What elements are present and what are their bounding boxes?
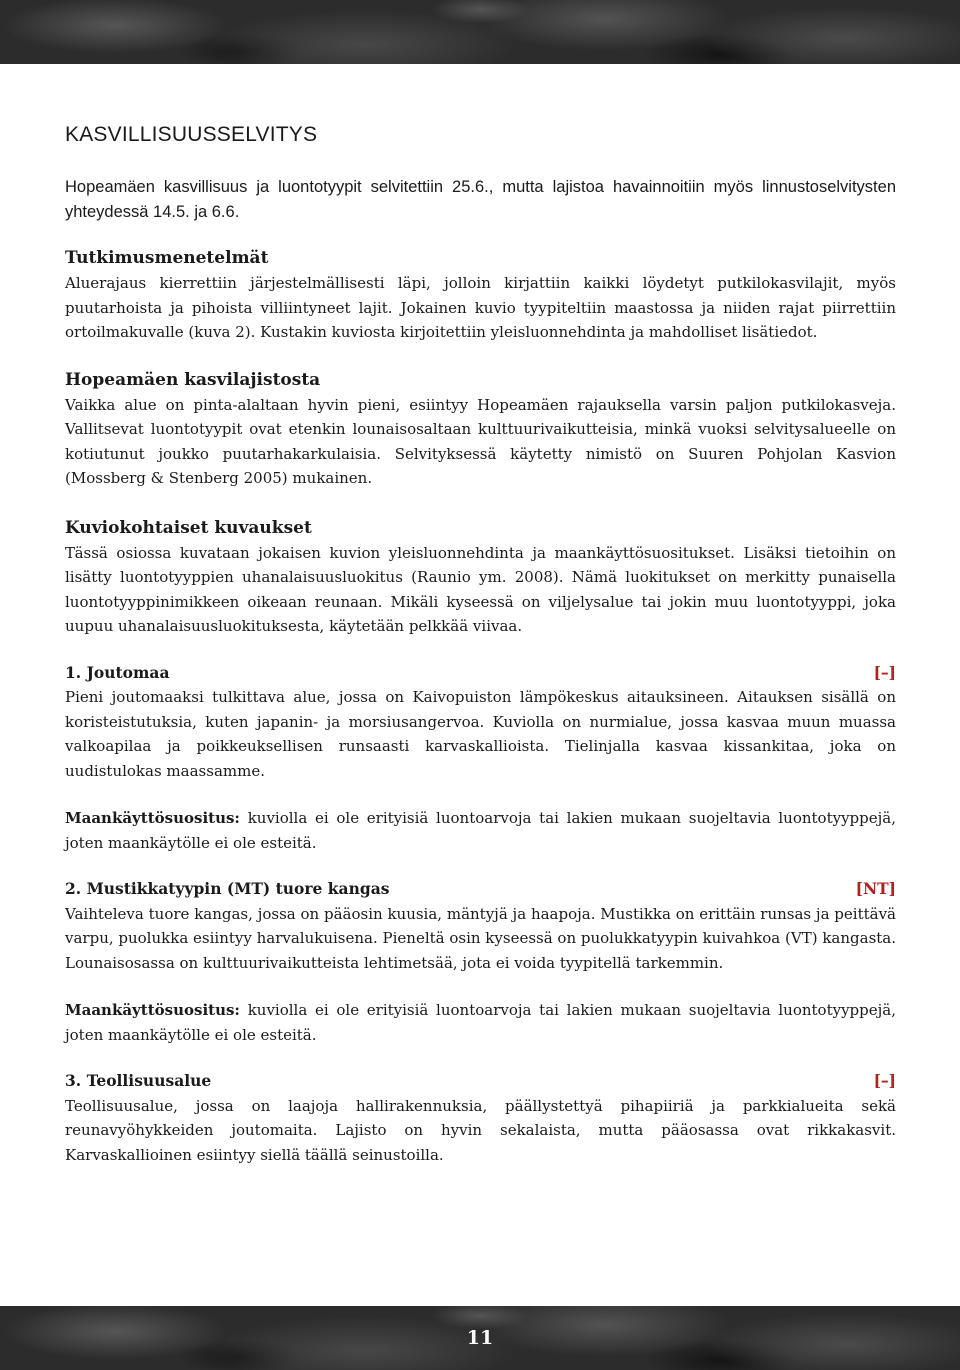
category-3-status: [–] bbox=[873, 1071, 896, 1090]
category-2-rec-text: kuviolla ei ole erityisiä luontoarvoja tai lakien mukaan suojeltavia luontotyyppejä, joten maankäytölle ei ole esteitä. bbox=[65, 1001, 896, 1044]
patches-paragraph: Tässä osiossa kuvataan jokaisen kuvion yleisluonnehdinta ja maankäyttösuositukset. Lisäksi tietoihin on lisätty luontotyyppien uhanalaisuusluokitus (Raunio ym. 2008). Nämä luokitukset on merkitty punaisella luontotyyppinimikkeen oikeaan reunaan. Mikäli kyseessä on viljelysalue tai jokin muu luontotyyppi, joka uupuu uhanalaisuusluokituksesta, käytetään pelkkää viivaa. bbox=[65, 543, 896, 635]
category-3-description: Teollisuusalue, jossa on laajoja hallirakennuksia, päällystettyä pihapiiriä ja parkkialueita sekä reunavyöhykkeiden joutomaita. Lajisto on hyvin sekalaista, mutta pääosassa ovat rikkakasvit. Karvaskallioinen esiintyy siellä täällä seinustoilla. bbox=[65, 1096, 896, 1164]
category-1-description: Pieni joutomaaksi tulkittava alue, jossa on Kaivopuiston lämpökeskus aitauksineen. Aitauksen sisällä on koristeistutuksia, kuten japanin- ja morsiusangervoa. Kuviolla on nurmialue, jossa kasvaa muun muassa valkoapilaa ja poikkeuksellisen runsaasti karvaskallioista. Tielinjalla kasvaa kissankitaa, joka on uudistulokas maassamme. bbox=[65, 688, 896, 780]
flora-heading: Hopeamäen kasvilajistosta bbox=[65, 369, 321, 390]
page-content bbox=[65, 120, 896, 1167]
category-1-status: [–] bbox=[873, 662, 896, 682]
category-3-header bbox=[65, 1069, 896, 1094]
flora-paragraph: Vaikka alue on pinta-alaltaan hyvin pieni, esiintyy Hopeamäen rajauksella varsin paljon putkilokasveja. Vallitsevat luontotyypit ovat etenkin lounaisosaltaan kulttuurivaikutteisia, minkä vuoksi selvitysalueelle on kotiutunut joukko puutarhakarkulaisia. Selvityksessä käytetty nimistö on Suuren Pohjolan Kasvion (Mossberg & Stenberg 2005) mukainen. bbox=[65, 395, 896, 487]
category-2-recommendation bbox=[65, 998, 896, 1047]
category-2-description: Vaihteleva tuore kangas, jossa on pääosin kuusia, mäntyjä ja haapoja. Mustikka on erittäin runsas ja peittävä varpu, puolukka esiintyy harvalukuisena. Pieneltä osin kyseessä on puolukkatyypin kuivahkoa (VT) kangasta. Lounaisosassa on kulttuurivaikutteista lehtimetsää, jota ei voida tyypitellä tarkemmin. bbox=[65, 904, 897, 972]
category-1-rec-text: kuviolla ei ole erityisiä luontoarvoja tai lakien mukaan suojeltavia luontotyyppejä, joten maankäytölle ei ole esteitä. bbox=[65, 809, 896, 852]
category-2 bbox=[65, 877, 896, 1047]
category-1 bbox=[65, 661, 896, 856]
intro-paragraph: Hopeamäen kasvillisuus ja luontotyypit selvitettiin 25.6., mutta lajistoa havainnoitiin myös linnustoselvitysten yhteydessä 14.5. ja 6.6. bbox=[65, 178, 896, 221]
category-3-title: 3. Teollisuusalue bbox=[65, 1071, 212, 1090]
page-title: KASVILLISUUSSELVITYS bbox=[65, 123, 318, 146]
methods-heading: Tutkimusmenetelmät bbox=[65, 248, 269, 268]
category-2-status: [NT] bbox=[855, 879, 896, 898]
category-2-header bbox=[65, 877, 896, 902]
category-2-title: 2. Mustikkatyypin (MT) tuore kangas bbox=[65, 879, 390, 898]
top-stone-band bbox=[0, 0, 960, 64]
category-1-rec-label: Maankäyttösuositus: bbox=[65, 809, 240, 827]
methods-paragraph: Aluerajaus kierrettiin järjestelmällisesti läpi, jolloin kirjattiin kaikki löydetyt putkilokasvilajit, myös puutarhoista ja pihoista villiintyneet lajit. Jokainen kuvio tyypiteltiin maastossa ja niiden rajat piirrettiin ortoilmakuvalle (kuva 2). Kustakin kuviosta kirjoitettiin yleisluonnehdinta ja mahdolliset lisätiedot. bbox=[65, 274, 896, 341]
category-1-recommendation bbox=[65, 806, 896, 855]
category-2-rec-label: Maankäyttösuositus: bbox=[65, 1001, 240, 1019]
category-1-header bbox=[65, 661, 896, 686]
page-number: 11 bbox=[466, 1327, 494, 1349]
category-3 bbox=[65, 1069, 896, 1167]
category-1-title: 1. Joutomaa bbox=[65, 662, 170, 682]
patches-heading: Kuviokohtaiset kuvaukset bbox=[65, 517, 312, 538]
